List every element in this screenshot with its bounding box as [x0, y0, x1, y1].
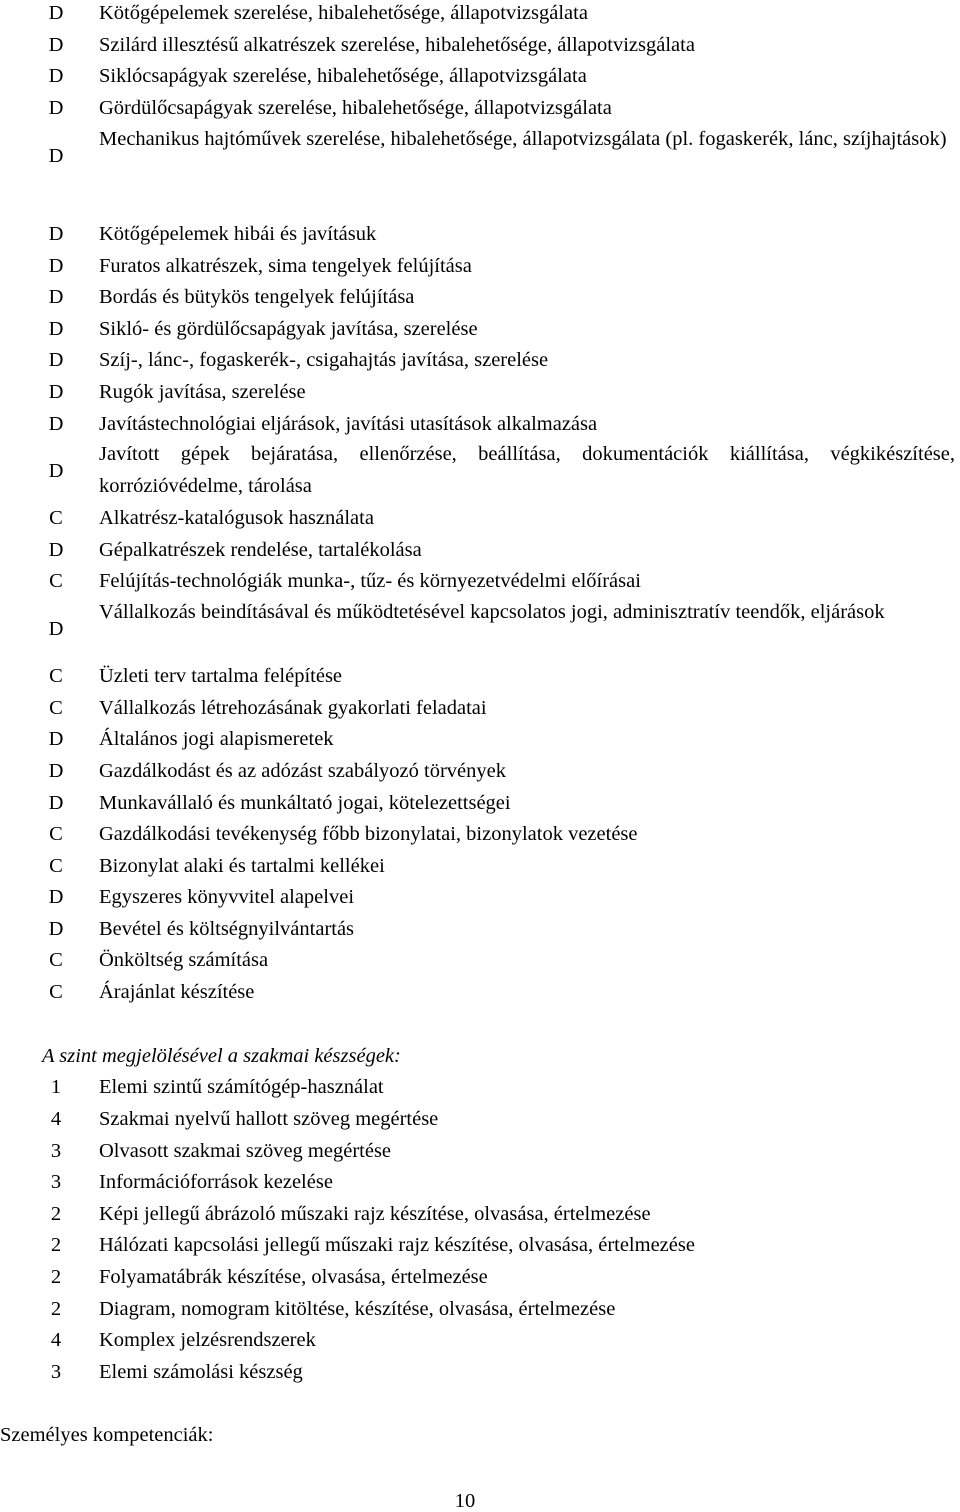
- topic-text: Bordás és bütykös tengelyek felújítása: [99, 286, 415, 308]
- level-code: D: [48, 760, 64, 782]
- topic-text: Javítástechnológiai eljárások, javítási utasítások alkalmazása: [99, 413, 598, 435]
- level-code: D: [48, 65, 64, 87]
- skill-text: Szakmai nyelvű hallott szöveg megértése: [99, 1108, 439, 1130]
- topic-text: Önköltség számítása: [99, 949, 269, 971]
- skill-text: Olvasott szakmai szöveg megértése: [99, 1140, 392, 1162]
- level-code: D: [48, 618, 64, 640]
- topic-text: Vállalkozás beindításával és működtetésével kapcsolatos jogi, adminisztratív teendők, eljárások: [99, 601, 885, 623]
- competencies-heading: Személyes kompetenciák:: [0, 1424, 214, 1446]
- level-code: D: [48, 918, 64, 940]
- level-code: D: [48, 223, 64, 245]
- page-number: 10: [454, 1490, 476, 1512]
- level-code: D: [48, 886, 64, 908]
- topic-text: Általános jogi alapismeretek: [99, 728, 334, 750]
- level-code: D: [48, 413, 64, 435]
- level-code: C: [49, 949, 63, 971]
- skill-level: 2: [50, 1266, 62, 1288]
- level-code: D: [48, 539, 64, 561]
- topic-text: Szilárd illesztésű alkatrészek szerelése, hibalehetősége, állapotvizsgálata: [99, 34, 695, 56]
- topic-text: Sikló- és gördülőcsapágyak javítása, szerelése: [99, 318, 478, 340]
- level-code: D: [48, 286, 64, 308]
- topic-text: Vállalkozás létrehozásának gyakorlati feladatai: [99, 697, 487, 719]
- topic-text: Rugók javítása, szerelése: [99, 381, 306, 403]
- level-code: D: [48, 318, 64, 340]
- skill-text: Folyamatábrák készítése, olvasása, értelmezése: [99, 1266, 488, 1288]
- topic-text: Gördülőcsapágyak szerelése, hibalehetősége, állapotvizsgálata: [99, 97, 612, 119]
- topic-text: Mechanikus hajtóművek szerelése, hibalehetősége, állapotvizsgálata (pl. fogaskerék, lánc, szíjhajtások): [99, 128, 947, 150]
- level-code: D: [48, 460, 64, 482]
- skills-heading: A szint megjelölésével a szakmai készségek:: [42, 1045, 401, 1067]
- topic-text: Siklócsapágyak szerelése, hibalehetősége, állapotvizsgálata: [99, 65, 587, 87]
- topic-text: Gazdálkodási tevékenység főbb bizonylatai, bizonylatok vezetése: [99, 823, 638, 845]
- level-code: C: [49, 507, 63, 529]
- topic-text: Egyszeres könyvvitel alapelvei: [99, 886, 355, 908]
- level-code: C: [49, 697, 63, 719]
- level-code: D: [48, 255, 64, 277]
- level-code: C: [49, 855, 63, 877]
- skill-text: Hálózati kapcsolási jellegű műszaki rajz készítése, olvasása, értelmezése: [99, 1234, 695, 1256]
- level-code: C: [49, 570, 63, 592]
- skill-text: Diagram, nomogram kitöltése, készítése, olvasása, értelmezése: [99, 1298, 616, 1320]
- skill-level: 3: [50, 1361, 62, 1383]
- topic-text: Furatos alkatrészek, sima tengelyek felújítása: [99, 255, 472, 277]
- skill-level: 3: [50, 1140, 62, 1162]
- skill-level: 4: [50, 1108, 62, 1130]
- skill-level: 2: [50, 1234, 62, 1256]
- level-code: D: [48, 728, 64, 750]
- skill-level: 3: [50, 1171, 62, 1193]
- level-code: D: [48, 145, 64, 167]
- level-code: D: [48, 349, 64, 371]
- level-code: C: [49, 665, 63, 687]
- level-code: D: [48, 792, 64, 814]
- topic-text: Üzleti terv tartalma felépítése: [99, 665, 343, 687]
- skill-text: Információforrások kezelése: [99, 1171, 333, 1193]
- topic-text: Bizonylat alaki és tartalmi kellékei: [99, 855, 385, 877]
- skill-text: Elemi számolási készség: [99, 1361, 303, 1383]
- skill-text: Komplex jelzésrendszerek: [99, 1329, 316, 1351]
- topic-text: Gépalkatrészek rendelése, tartalékolása: [99, 539, 422, 561]
- topic-text: Kötőgépelemek szerelése, hibalehetősége, állapotvizsgálata: [99, 2, 588, 24]
- topic-text: Felújítás-technológiák munka-, tűz- és környezetvédelmi előírásai: [99, 570, 641, 592]
- topic-text: Munkavállaló és munkáltató jogai, kötelezettségei: [99, 792, 511, 814]
- topic-text: Szíj-, lánc-, fogaskerék-, csigahajtás javítása, szerelése: [99, 349, 549, 371]
- topic-text: Bevétel és költségnyilvántartás: [99, 918, 355, 940]
- level-code: D: [48, 2, 64, 24]
- topic-text: Kötőgépelemek hibái és javításuk: [99, 223, 377, 245]
- skill-level: 1: [50, 1076, 62, 1098]
- level-code: C: [49, 981, 63, 1003]
- skill-level: 4: [50, 1329, 62, 1351]
- topic-text: Árajánlat készítése: [99, 981, 255, 1003]
- level-code: D: [48, 381, 64, 403]
- topic-text: Javított gépek bejáratása, ellenőrzése, beállítása, dokumentációk kiállítása, végkikészítése, korrózióvédelme, tárolása: [99, 443, 955, 497]
- skill-level: 2: [50, 1203, 62, 1225]
- topic-text: Alkatrész-katalógusok használata: [99, 507, 374, 529]
- skill-text: Képi jellegű ábrázoló műszaki rajz készítése, olvasása, értelmezése: [99, 1203, 651, 1225]
- level-code: D: [48, 34, 64, 56]
- level-code: C: [49, 823, 63, 845]
- level-code: D: [48, 97, 64, 119]
- skill-text: Elemi szintű számítógép-használat: [99, 1076, 384, 1098]
- skill-level: 2: [50, 1298, 62, 1320]
- topic-text: Gazdálkodást és az adózást szabályozó törvények: [99, 760, 506, 782]
